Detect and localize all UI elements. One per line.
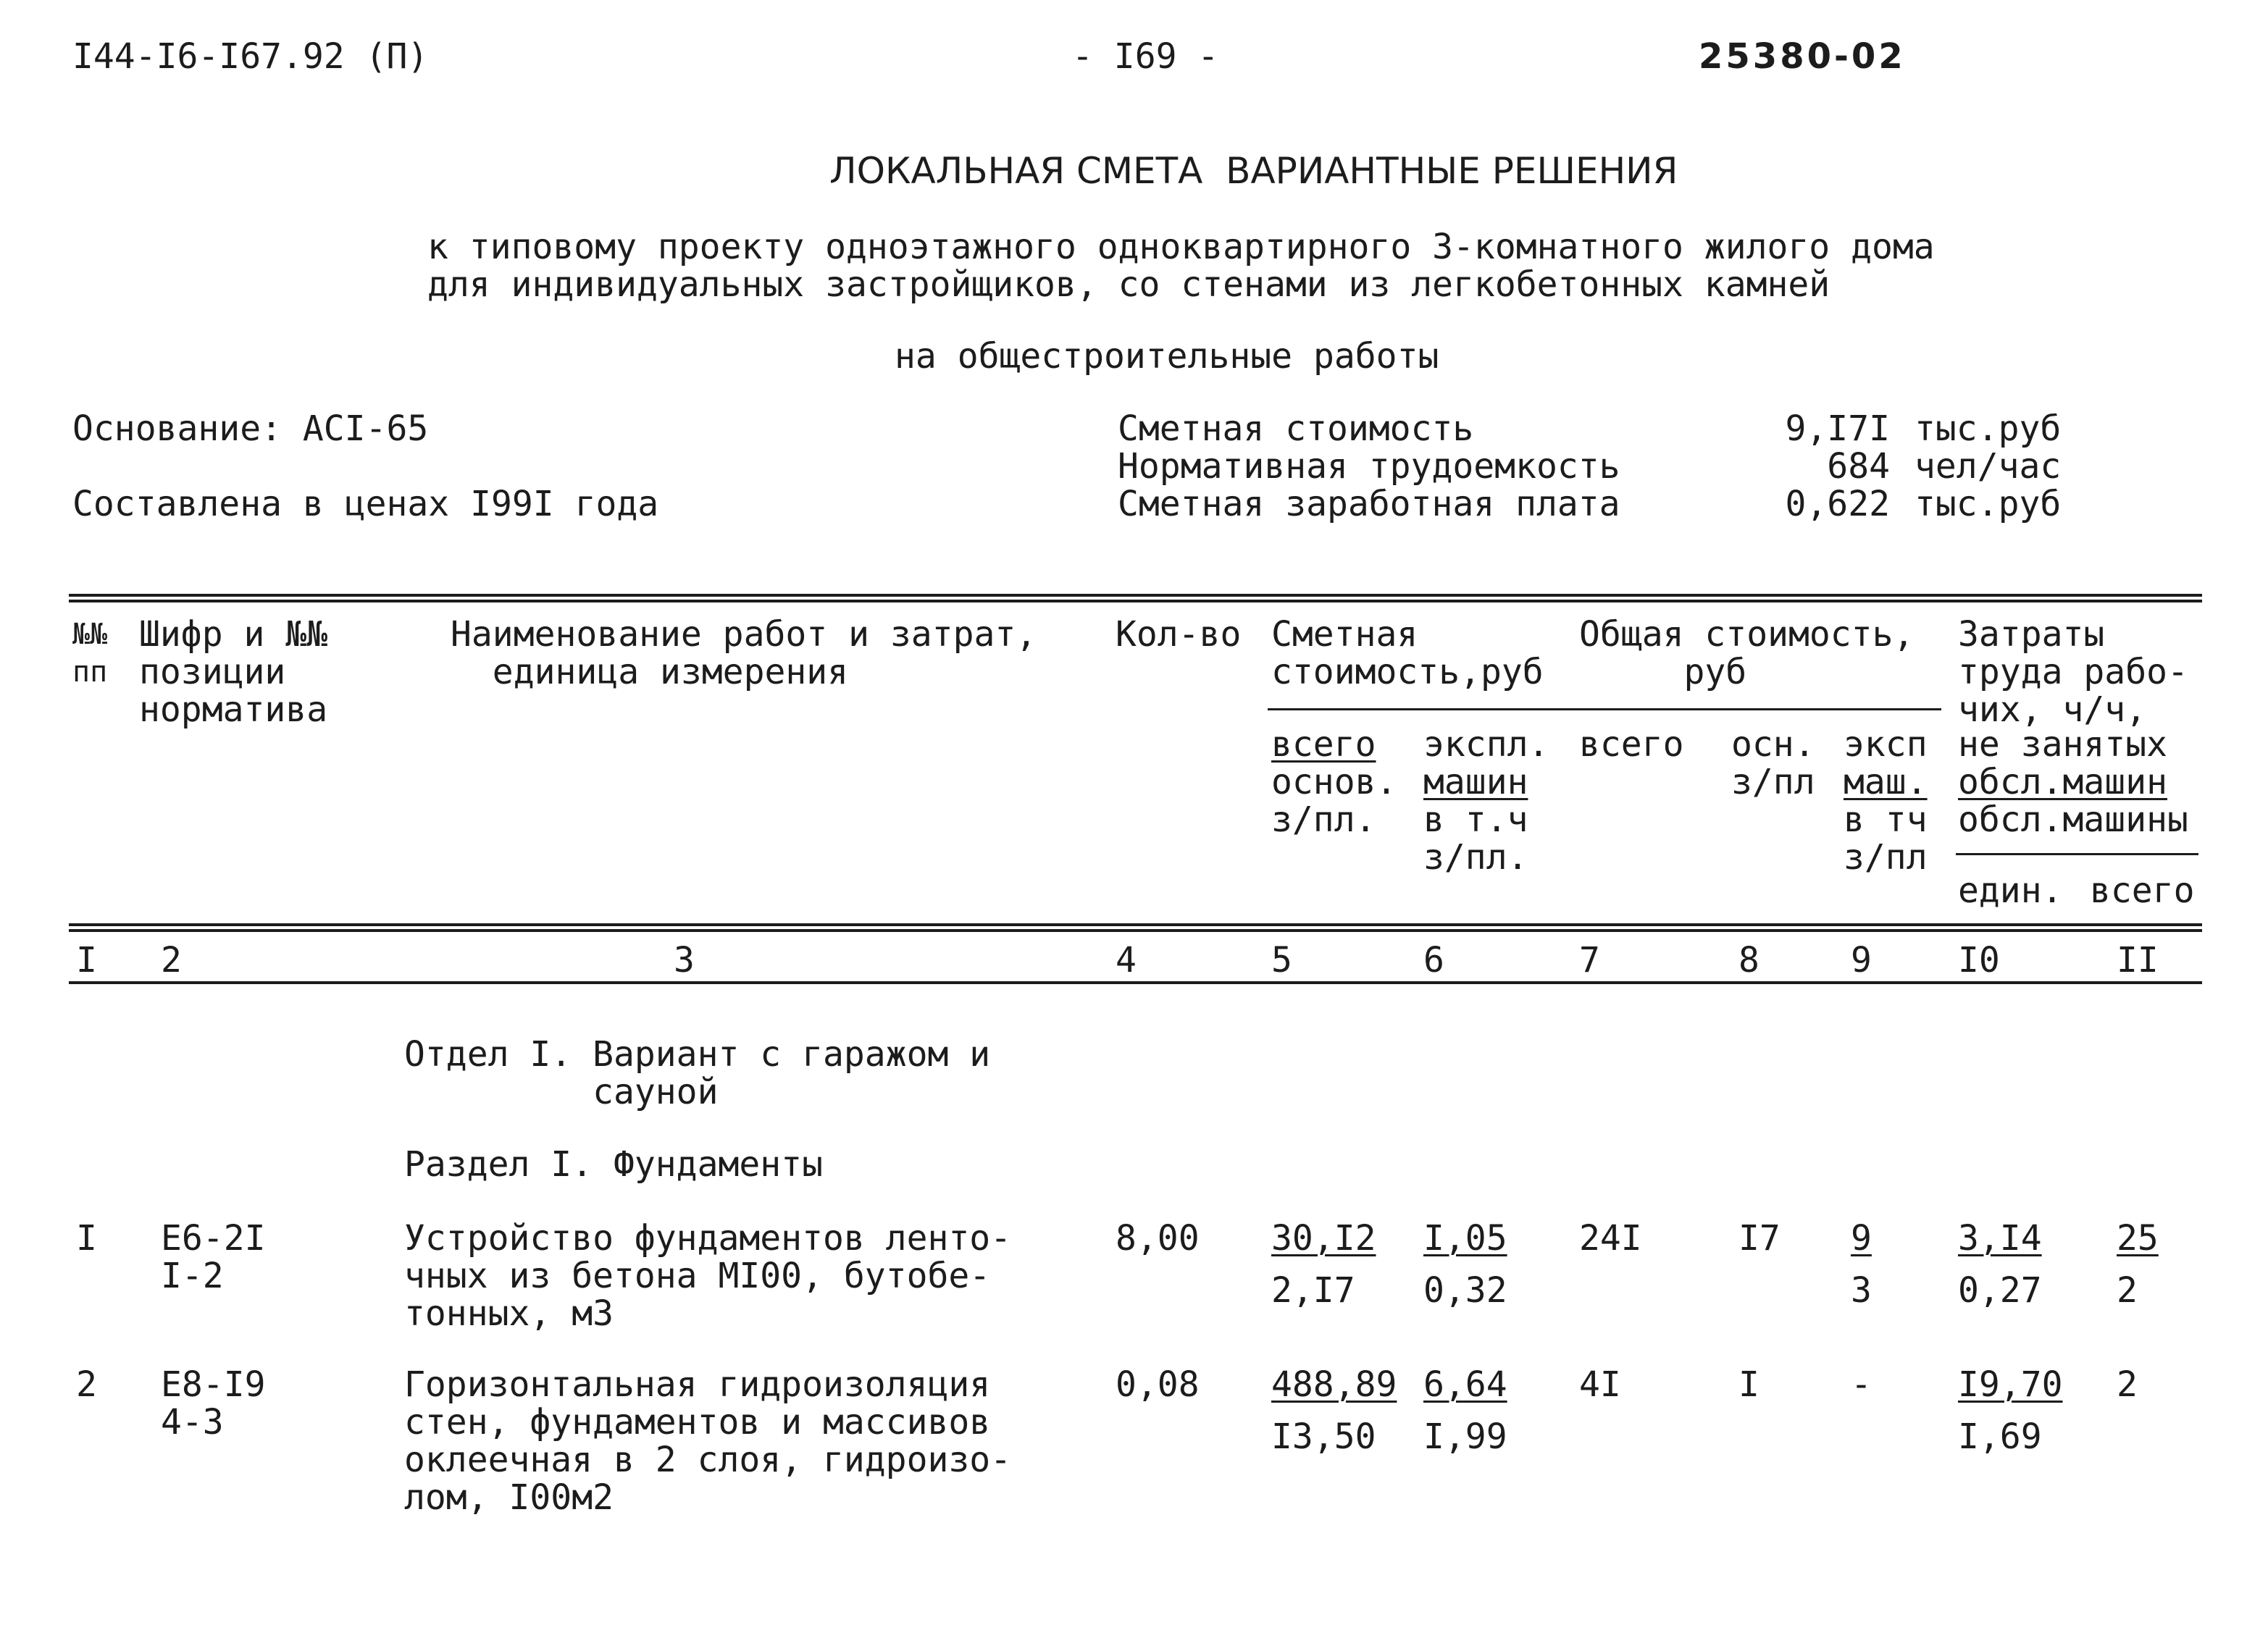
header-labor-line1: не занятых (1958, 724, 2167, 765)
row1-c9-top: 9 (1851, 1218, 1872, 1259)
row1-code: Е6-2I I-2 (161, 1218, 266, 1296)
header-col-code: Шифр и №№ позиции норматива (139, 614, 328, 730)
header-labor-line3: обсл.машины (1958, 799, 2188, 840)
row1-name: Устройство фундаментов ленто- чных из бетона МI00, бутобе- тонных, м3 (404, 1218, 1012, 1334)
summary-label-cost: Сметная стоимость (1118, 408, 1474, 449)
header-group-cost: Сметная стоимость,руб (1271, 614, 1544, 692)
header-col-qty: Кол-во (1116, 614, 1242, 655)
cost-group-rule (1268, 708, 1941, 710)
summary-value-cost: 9,I7I (1785, 408, 1890, 449)
row1-c5-top: 30,I2 (1271, 1218, 1376, 1259)
header-col6-mid: машин (1423, 762, 1528, 802)
labor-group-rule (1956, 853, 2198, 855)
column-number-11: II (2117, 940, 2159, 981)
row1-c10-top: 3,I4 (1958, 1218, 2042, 1259)
header-col9-mid: маш. (1844, 762, 1928, 802)
row1-c11-bottom: 2 (2117, 1270, 2138, 1311)
column-number-5: 5 (1271, 940, 1292, 981)
row2-number: 2 (76, 1364, 97, 1405)
row1-number: I (76, 1218, 97, 1259)
header-col-name: Наименование работ и затрат, единица измерения (451, 614, 1037, 692)
header-col5-bottom: основ. з/пл. (1271, 762, 1397, 840)
header-col8: осн. з/пл (1731, 724, 1815, 802)
column-number-4: 4 (1116, 940, 1137, 981)
department-heading: Отдел I. Вариант с гаражом и сауной (404, 1034, 991, 1112)
row1-c6-top: I,05 (1423, 1218, 1507, 1259)
column-number-6: 6 (1423, 940, 1444, 981)
row2-c5-bottom: I3,50 (1271, 1416, 1376, 1457)
header-bottom-rule-double (69, 929, 2202, 932)
header-group-total: Общая стоимость, руб (1579, 614, 1915, 692)
row1-c7: 24I (1579, 1218, 1642, 1259)
archive-number: 25380-02 (1699, 36, 1906, 77)
summary-unit-wages: тыс.руб (1915, 484, 2062, 524)
header-col9-top: эксп (1844, 724, 1928, 765)
row1-c6-bottom: 0,32 (1423, 1270, 1507, 1311)
subtitle-line-2: для индивидуальных застройщиков, со стенами из легкобетонных камней (427, 264, 1830, 305)
header-bottom-rule (69, 923, 2202, 926)
row1-c11-top: 25 (2117, 1218, 2159, 1259)
summary-value-labor: 684 (1827, 446, 1890, 487)
row1-c9-bottom: 3 (1851, 1270, 1872, 1311)
header-col7: всего (1579, 724, 1684, 765)
header-col11: всего (2090, 870, 2195, 911)
row2-c6-bottom: I,99 (1423, 1416, 1507, 1457)
row2-code: Е8-I9 4-3 (161, 1364, 266, 1443)
header-col9-bottom: в тч з/пл (1844, 799, 1928, 878)
row2-c8: I (1738, 1364, 1759, 1405)
row2-c10-top: I9,70 (1958, 1364, 2063, 1405)
row2-c5-top: 488,89 (1271, 1364, 1397, 1405)
row2-name: Горизонтальная гидроизоляция стен, фундаментов и массивов оклеечная в 2 слоя, гидроизо- лом, I00м2 (404, 1364, 1012, 1518)
row2-c10-bottom: I,69 (1958, 1416, 2042, 1457)
column-number-8: 8 (1738, 940, 1759, 981)
header-col-num: №№ пп (72, 618, 108, 689)
row1-c10-bottom: 0,27 (1958, 1270, 2042, 1311)
column-number-10: I0 (1958, 940, 2000, 981)
header-col10: един. (1958, 870, 2063, 911)
document-title: ЛОКАЛЬНАЯ СМЕТА ВАРИАНТНЫЕ РЕШЕНИЯ (829, 150, 1678, 192)
column-number-9: 9 (1851, 940, 1872, 981)
row1-c5-bottom: 2,I7 (1271, 1270, 1355, 1311)
column-number-7: 7 (1579, 940, 1600, 981)
table-top-rule (69, 594, 2202, 597)
numbers-bottom-rule (69, 981, 2202, 984)
header-col6-bottom: в т.ч з/пл. (1423, 799, 1528, 878)
header-group-labor: Затраты труда рабо- чих, ч/ч, (1958, 614, 2188, 730)
column-number-1: I (76, 940, 97, 981)
header-labor-line2: обсл.машин (1958, 762, 2167, 802)
basis-label: Основание: АСI-65 (72, 408, 429, 449)
summary-label-wages: Сметная заработная плата (1118, 484, 1620, 524)
subtitle-line-1: к типовому проекту одноэтажного одноквартирного 3-комнатного жилого дома (427, 227, 1935, 267)
column-number-2: 2 (161, 940, 182, 981)
section-heading: Раздел I. Фундаменты (404, 1144, 823, 1185)
summary-label-labor: Нормативная трудоемкость (1118, 446, 1620, 487)
row2-c11-top: 2 (2117, 1364, 2138, 1405)
summary-value-wages: 0,622 (1785, 484, 1890, 524)
page-number: - I69 - (1072, 36, 1219, 77)
header-col6-top: экспл. (1423, 724, 1549, 765)
document-code: I44-I6-I67.92 (П) (72, 36, 429, 77)
column-number-3: 3 (674, 940, 695, 981)
header-col5-top: всего (1271, 724, 1376, 765)
row1-c8: I7 (1738, 1218, 1780, 1259)
table-top-rule-double (69, 600, 2202, 602)
row1-quantity: 8,00 (1116, 1218, 1200, 1259)
row2-quantity: 0,08 (1116, 1364, 1200, 1405)
work-type: на общестроительные работы (895, 336, 1439, 377)
summary-unit-cost: тыс.руб (1915, 408, 2062, 449)
summary-unit-labor: чел/час (1915, 446, 2062, 487)
row2-c7: 4I (1579, 1364, 1621, 1405)
row2-c9-top: - (1851, 1364, 1872, 1405)
row2-c6-top: 6,64 (1423, 1364, 1507, 1405)
prices-label: Составлена в ценах I99I года (72, 484, 659, 524)
